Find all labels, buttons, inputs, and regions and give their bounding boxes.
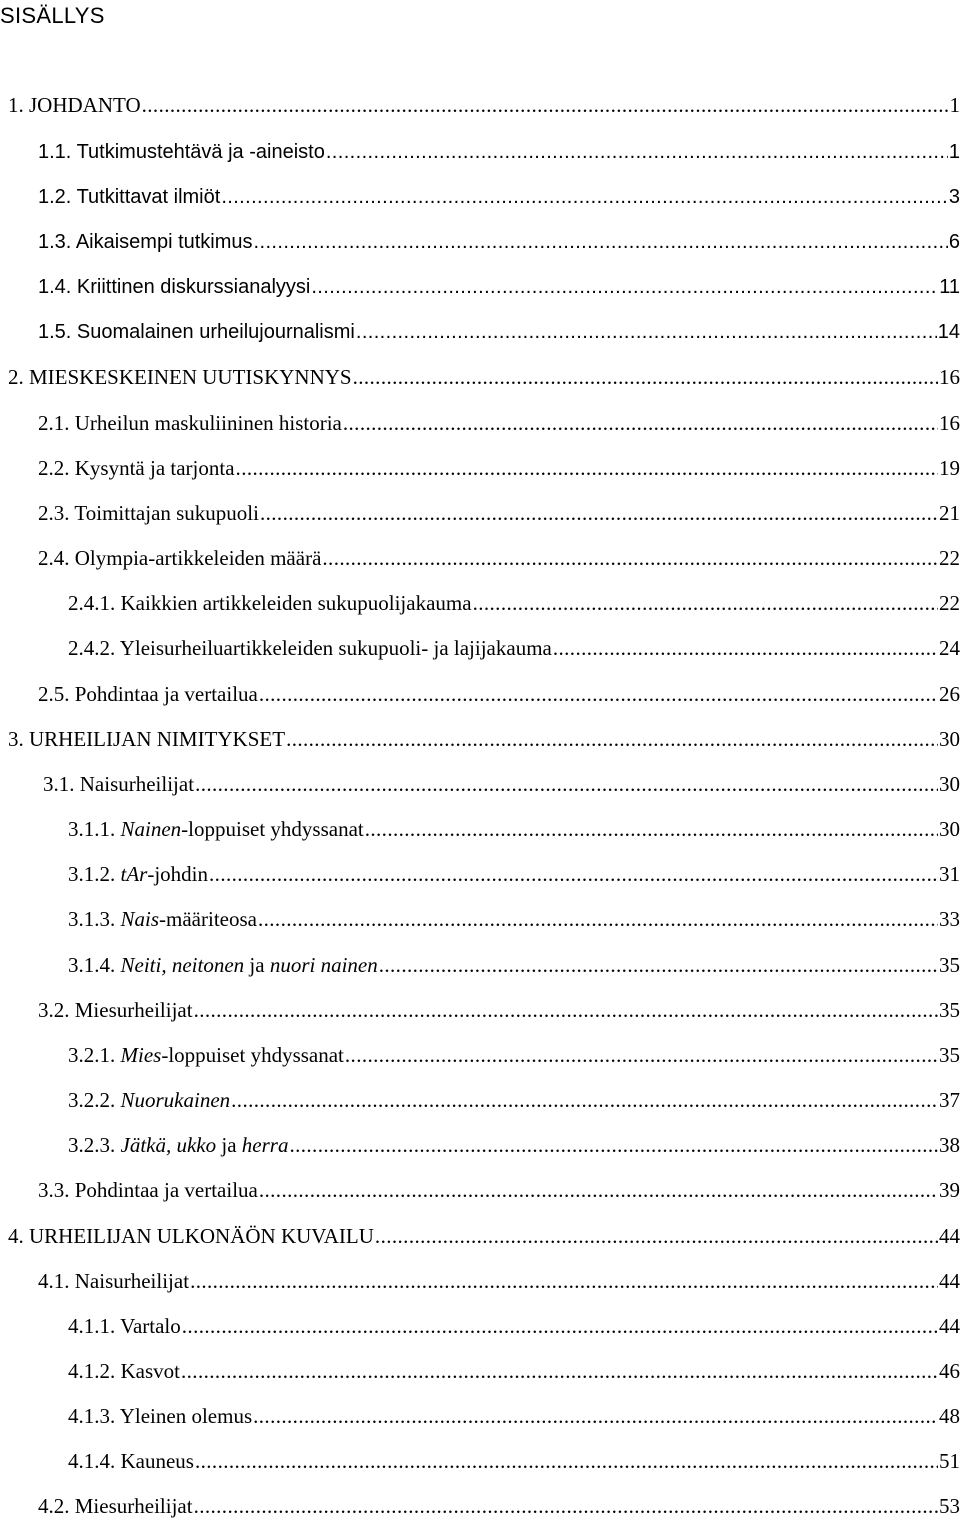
toc-dot-leader [195,769,938,799]
toc-entry-number: 2.4. [38,546,70,570]
toc-dot-leader [289,1130,938,1160]
toc-entry-number: 2.4.2. [68,636,116,660]
toc-dot-leader [353,362,938,392]
toc-entry-label [38,995,193,1025]
toc-entry-page-number: 16 [939,365,960,389]
toc-entry[interactable] [68,1130,960,1160]
toc-entry-number: 4.1. [38,1269,70,1293]
toc-dot-leader [182,1311,938,1341]
toc-entry[interactable] [68,1356,960,1386]
toc-entry-text: Tutkimustehtävä ja -aineisto [76,141,325,163]
toc-dot-leader [194,995,938,1025]
toc-entry-text: Yleisurheiluartikkeleiden sukupuoli- ja lajijakauma [119,636,552,660]
toc-dot-leader [311,272,938,302]
toc-entry[interactable] [68,1085,960,1115]
toc-entry-number: 4.1.1. [68,1314,116,1338]
toc-dot-leader [375,1221,938,1251]
toc-entry[interactable] [8,90,960,120]
toc-entry-label [8,724,285,754]
toc-entry[interactable] [8,1221,960,1251]
toc-entry-text: Kasvot [120,1359,180,1383]
toc-entry-number: 3.1.3. [68,907,116,931]
toc-entry-number: 3.1.1. [68,817,116,841]
toc-dot-leader [236,453,938,483]
toc-entry-number: 3.1.2. [68,862,116,886]
toc-entry-page-number: 30 [939,772,960,796]
toc-entry-text: Kauneus [120,1449,194,1473]
toc-entry-label [68,1311,181,1341]
toc-entry-italic-term: Nainen [120,817,182,841]
toc-entry-label [38,543,321,573]
toc-entry-page-number: 1 [948,141,960,163]
toc-entry-text: URHEILIJAN NIMITYKSET [29,727,286,751]
toc-entry[interactable] [68,1446,960,1476]
toc-entry-text: -loppuiset yhdyssanat [161,1043,344,1067]
toc-entry[interactable] [38,995,960,1025]
toc-entry-text: Kaikkien artikkeleiden sukupuolijakauma [120,591,472,615]
toc-entry-italic-term: Neiti, neitonen [120,953,245,977]
toc-entry-label [68,859,208,889]
toc-dot-leader [259,679,938,709]
toc-entry-text: Urheilun maskuliininen historia [74,411,342,435]
toc-entry-number: 2.1. [38,411,70,435]
toc-entry-label [38,1175,258,1205]
toc-entry[interactable] [38,1175,960,1205]
toc-entry-text: -johdin [147,862,209,886]
toc-dot-leader [209,859,938,889]
toc-entry-number: 3.1. [43,772,75,796]
toc-entry-label [38,227,253,257]
toc-entry-page-number: 38 [939,1133,960,1157]
toc-entry-label [68,1446,194,1476]
toc-entry-label [38,317,355,347]
toc-entry-text: Kysyntä ja tarjonta [74,456,235,480]
toc-entry[interactable] [38,1491,960,1521]
toc-dot-leader [254,227,948,257]
toc-entry[interactable] [68,1311,960,1341]
toc-entry-italic-term: Nuorukainen [120,1088,231,1112]
toc-entry-number: 3.2.2. [68,1088,116,1112]
toc-entry-page-number: 35 [939,953,960,977]
toc-entry-label [8,362,352,392]
toc-entry-page-number: 51 [939,1449,960,1473]
toc-entry[interactable] [68,904,960,934]
toc-entry-page-number: 46 [939,1359,960,1383]
toc-entry-page-number: 53 [939,1494,960,1518]
toc-entry-label [8,1221,374,1251]
toc-dot-leader [259,1175,938,1205]
toc-entry-text: -määriteosa [159,907,257,931]
toc-entry-label [68,1130,288,1160]
toc-entry-text: Naisurheilijat [74,1269,190,1293]
toc-entry-number: 2. [8,365,24,389]
toc-entry-label [68,904,257,934]
toc-dot-leader [194,1491,938,1521]
toc-entry-italic-term: nuori nainen [269,953,378,977]
toc-entry-page-number: 16 [939,411,960,435]
toc-entry-page-number: 37 [939,1088,960,1112]
toc-entry[interactable] [68,950,960,980]
toc-entry-text: Olympia-artikkeleiden määrä [74,546,322,570]
toc-dot-leader [253,1401,938,1431]
toc-entry[interactable] [68,633,960,663]
toc-entry-text: MIESKESKEINEN UUTISKYNNYS [29,365,352,389]
toc-entry-number: 3.2.1. [68,1043,116,1067]
toc-entry[interactable] [38,227,960,257]
toc-entry-text: Naisurheilijat [79,772,195,796]
toc-entry-page-number: 19 [939,456,960,480]
toc-dot-leader [322,543,938,573]
page-title: SISÄLLYS [0,3,105,28]
toc-entry-number: 1.1. [38,141,72,163]
toc-entry[interactable] [38,498,960,528]
toc-entry-text: Vartalo [120,1314,181,1338]
toc-entry[interactable] [8,724,960,754]
toc-entry-label [38,1266,189,1296]
toc-entry-number: 1.2. [38,186,72,208]
toc-entry-number: 1.5. [38,321,72,343]
toc-entry-number: 1.4. [38,276,72,298]
toc-entry-text: Kriittinen diskurssianalyysi [76,276,311,298]
toc-dot-leader [473,588,938,618]
toc-entry-text: JOHDANTO [29,93,141,117]
toc-entry-label [38,453,235,483]
toc-entry-page-number: 26 [939,682,960,706]
toc-entry-page-number: 21 [939,501,960,525]
toc-entry-label [68,1040,344,1070]
toc-entry-page-number: 39 [939,1178,960,1202]
toc-entry-italic-term: tAr [120,862,148,886]
toc-entry[interactable] [38,408,960,438]
toc-entry-page-number: 35 [939,998,960,1022]
toc-dot-leader [379,950,938,980]
toc-dot-leader [195,1446,938,1476]
toc-entry-page-number: 35 [939,1043,960,1067]
toc-entry-number: 3.1.4. [68,953,116,977]
toc-dot-leader [343,408,938,438]
toc-entry-label [8,90,141,120]
toc-entry-page-number: 6 [948,231,960,253]
toc-entry-label [38,679,258,709]
toc-entry[interactable] [68,814,960,844]
toc-entry-label [43,769,194,799]
toc-entry-italic-term: Nais [120,907,160,931]
toc-entry[interactable] [68,859,960,889]
toc-entry[interactable] [38,182,960,212]
toc-entry[interactable] [8,362,960,392]
toc-dot-leader [326,137,948,167]
toc-entry-text: -loppuiset yhdyssanat [181,817,364,841]
toc-dot-leader [260,498,938,528]
toc-entry-page-number: 22 [939,591,960,615]
toc-entry-number: 2.3. [38,501,70,525]
toc-entry-text: ja [244,953,270,977]
toc-entry-page-number: 44 [939,1224,960,1248]
toc-entry-number: 3. [8,727,24,751]
toc-entry-italic-term: Mies [120,1043,162,1067]
toc-entry-number: 2.2. [38,456,70,480]
toc-entry-text: Miesurheilijat [74,1494,193,1518]
toc-dot-leader [181,1356,938,1386]
toc-entry-page-number: 44 [939,1269,960,1293]
toc-dot-leader [345,1040,938,1070]
toc-entry[interactable] [38,679,960,709]
toc-entry-text: Pohdintaa ja vertailua [74,1178,258,1202]
toc-entry-page-number: 1 [949,93,960,117]
toc-entry-label [68,950,378,980]
toc-dot-leader [553,633,938,663]
toc-entry-text: Toimittajan sukupuoli [74,501,259,525]
toc-entry-label [38,137,325,167]
toc-entry[interactable] [38,543,960,573]
toc-entry[interactable] [38,453,960,483]
toc-entry-label [38,272,310,302]
toc-entry-label [68,814,364,844]
toc-entry-page-number: 14 [937,321,960,343]
toc-entry-text: ja [216,1133,242,1157]
toc-dot-leader [258,904,938,934]
toc-entry-page-number: 44 [939,1314,960,1338]
toc-entry-number: 3.2. [38,998,70,1022]
toc-entry-number: 4.1.2. [68,1359,116,1383]
toc-entry-page-number: 24 [939,636,960,660]
toc-entry[interactable] [38,272,960,302]
toc-dot-leader [142,90,949,120]
toc-entry-text: Pohdintaa ja vertailua [74,682,258,706]
toc-entry-italic-term: Jätkä, ukko [120,1133,217,1157]
toc-entry-number: 4.1.4. [68,1449,116,1473]
toc-dot-leader [221,182,948,212]
toc-dot-leader [356,317,937,347]
toc-entry-text: Tutkittavat ilmiöt [76,186,221,208]
toc-entry-label [68,1401,252,1431]
toc-entry-number: 4. [8,1224,24,1248]
toc-entry-label [38,498,259,528]
toc-entry-page-number: 33 [939,907,960,931]
toc-entry-number: 4.2. [38,1494,70,1518]
toc-entry[interactable] [68,1401,960,1431]
toc-entry-text: Aikaisempi tutkimus [75,231,253,253]
toc-entry-number: 1. [8,93,24,117]
toc-entry-number: 4.1.3. [68,1404,116,1428]
toc-entry-number: 1.3. [38,231,72,253]
toc-entry-page-number: 31 [939,862,960,886]
toc-entry[interactable] [38,1266,960,1296]
toc-entry-page-number: 48 [939,1404,960,1428]
toc-entry-page-number: 22 [939,546,960,570]
toc-entry-page-number: 30 [939,727,960,751]
toc-entry[interactable] [38,317,960,347]
toc-entry-label [38,182,220,212]
toc-entry[interactable] [68,1040,960,1070]
toc-entry-page-number: 11 [939,276,960,298]
toc-dot-leader [286,724,938,754]
toc-entry-number: 3.2.3. [68,1133,116,1157]
toc-entry-number: 2.5. [38,682,70,706]
toc-entry-label [68,633,552,663]
toc-entry-label [68,1356,180,1386]
toc-dot-leader [190,1266,938,1296]
toc-entry-label [68,1085,230,1115]
toc-entry[interactable] [68,588,960,618]
toc-entry[interactable] [43,769,960,799]
toc-entry-page-number: 30 [939,817,960,841]
toc-entry-text: Yleinen olemus [119,1404,253,1428]
toc-entry-label [68,588,472,618]
toc-entry-text: Suomalainen urheilujournalismi [76,321,355,343]
toc-dot-leader [231,1085,938,1115]
toc-entry-number: 3.3. [38,1178,70,1202]
toc-dot-leader [365,814,938,844]
toc-entry-label [38,408,342,438]
toc-entry-number: 2.4.1. [68,591,116,615]
toc-entry-italic-term: herra [241,1133,289,1157]
toc-entry-text: URHEILIJAN ULKONÄÖN KUVAILU [29,1224,374,1248]
toc-entry-page-number: 3 [948,186,960,208]
toc-entry-text: Miesurheilijat [74,998,193,1022]
toc-entry[interactable] [38,137,960,167]
toc-entry-label [38,1491,193,1521]
